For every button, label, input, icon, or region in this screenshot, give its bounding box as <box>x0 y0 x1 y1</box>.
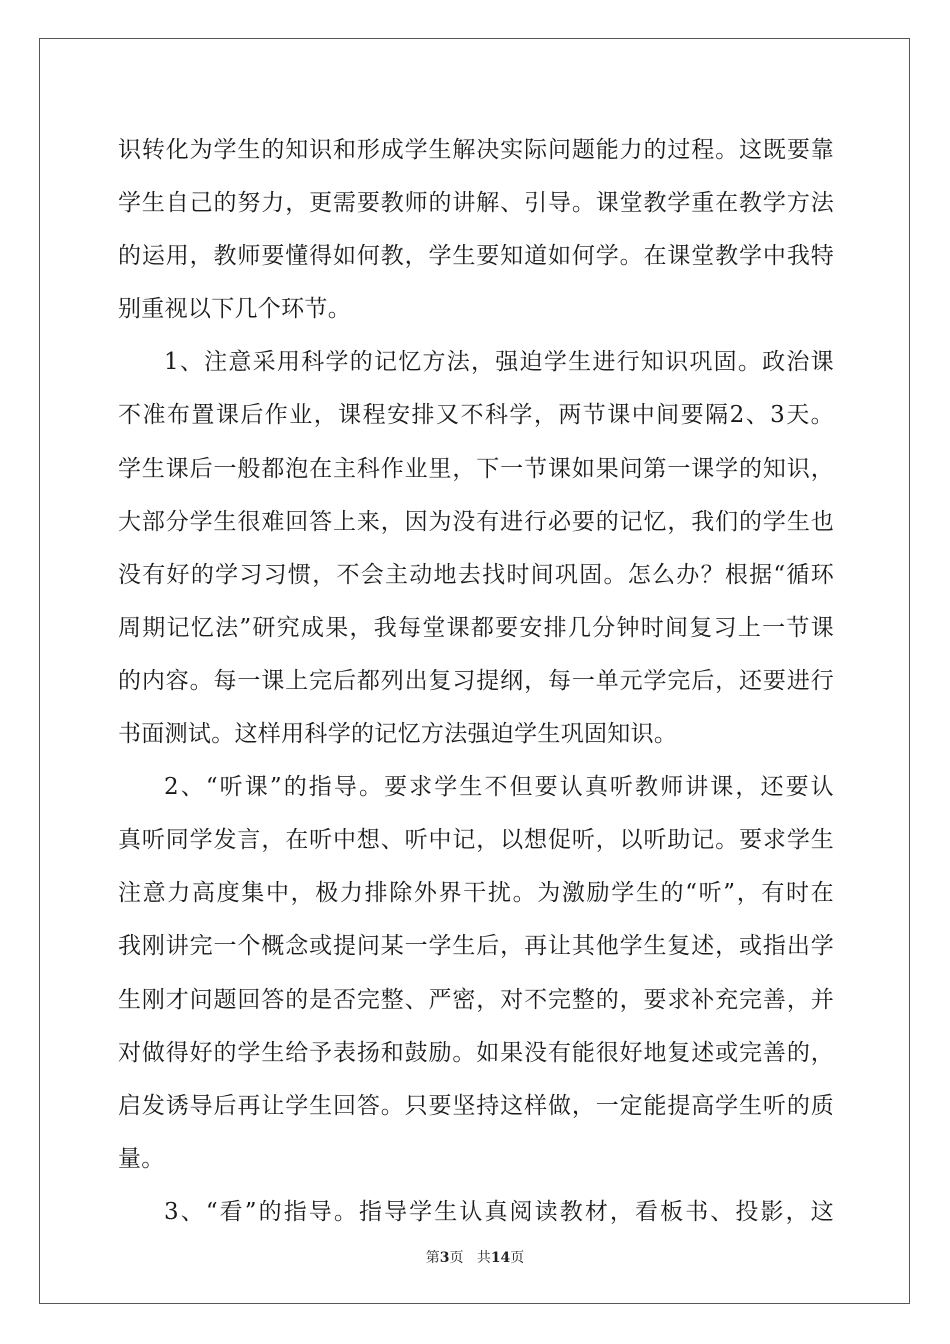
total-prefix: 共 <box>476 1250 491 1266</box>
text-line: 的内容。每一课上完后都列出复习提纲，每一单元学完后，还要进行 <box>118 667 834 694</box>
text-line: 不准布置课后作业，课程安排又不科学，两节课中间要隔2、3天。 <box>118 402 834 429</box>
page-suffix: 页 <box>449 1250 464 1266</box>
page-prefix: 第 <box>425 1250 440 1266</box>
text-line: 识转化为学生的知识和形成学生解决实际问题能力的过程。这既要靠 <box>118 137 834 163</box>
text-line: 学生自己的努力，更需要教师的讲解、引导。课堂教学重在教学方法 <box>118 190 834 217</box>
document-body <box>118 124 834 1239</box>
text-line: 2、“听课”的指导。要求学生不但要认真听教师讲课，还要认 <box>164 774 834 801</box>
text-line: 别重视以下几个环节。 <box>118 296 351 323</box>
text-line: 我刚讲完一个概念或提问某一学生后，再让其他学生复述，或指出学 <box>118 933 834 960</box>
text-line: 量。 <box>118 1145 165 1172</box>
text-line: 真听同学发言，在听中想、听中记，以想促听，以听助记。要求学生 <box>118 827 834 854</box>
paragraph <box>118 336 834 761</box>
text-line: 启发诱导后再让学生回答。只要坚持这样做，一定能提高学生听的质 <box>118 1092 834 1119</box>
total-pages: 14 <box>490 1250 511 1266</box>
text-line: 周期记忆法”研究成果，我每堂课都要安排几分钟时间复习上一节课 <box>118 614 834 641</box>
text-line: 1、注意采用科学的记忆方法，强迫学生进行知识巩固。政治课 <box>164 349 834 376</box>
total-suffix: 页 <box>510 1250 525 1266</box>
text-line: 没有好的学习习惯，不会主动地去找时间巩固。怎么办？根据“循环 <box>118 561 834 588</box>
paragraph <box>118 1186 834 1239</box>
page-footer <box>0 1247 950 1267</box>
text-line: 3、“看”的指导。指导学生认真阅读教材，看板书、投影，这 <box>164 1198 834 1225</box>
text-line: 学生课后一般都泡在主科作业里，下一节课如果问第一课学的知识， <box>118 455 834 482</box>
text-line: 生刚才问题回答的是否完整、严密，对不完整的，要求补充完善，并 <box>118 986 834 1013</box>
text-line: 对做得好的学生给予表扬和鼓励。如果没有能很好地复述或完善的， <box>118 1039 834 1066</box>
text-line: 的运用，教师要懂得如何教，学生要知道如何学。在课堂教学中我特 <box>118 243 834 270</box>
paragraph <box>118 124 834 336</box>
text-line: 注意力高度集中，极力排除外界干扰。为激励学生的“听”，有时在 <box>118 880 834 907</box>
text-line: 书面测试。这样用科学的记忆方法强迫学生巩固知识。 <box>118 721 678 748</box>
page-number: 3 <box>439 1250 450 1266</box>
text-line: 大部分学生很难回答上来，因为没有进行必要的记忆，我们的学生也 <box>118 508 834 535</box>
paragraph <box>118 761 834 1186</box>
